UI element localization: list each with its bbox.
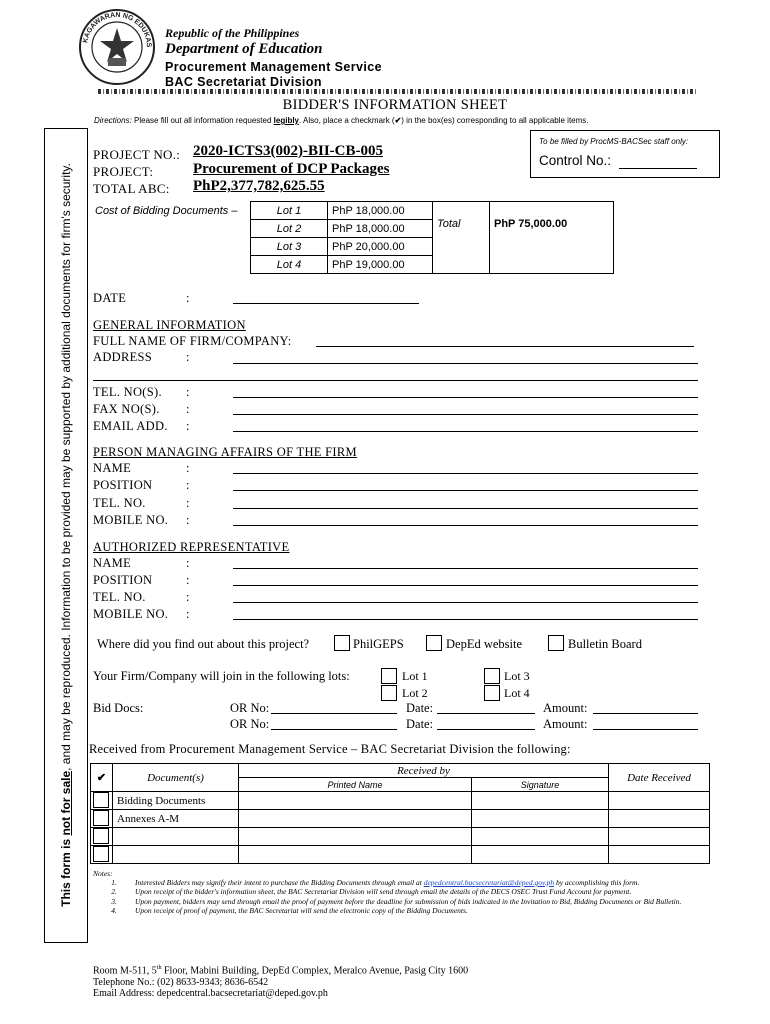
- philgeps-label: PhilGEPS: [353, 637, 404, 651]
- managing-mobile-label: MOBILE NO.: [93, 513, 169, 527]
- managing-mobile-field[interactable]: [233, 525, 698, 526]
- managing-position-label: POSITION: [93, 478, 153, 492]
- total-abc-value: PhP2,377,782,625.55: [193, 178, 325, 194]
- row-document: Annexes A-M: [113, 810, 239, 828]
- form-title: BIDDER'S INFORMATION SHEET: [282, 97, 508, 113]
- footer-telephone: Telephone No.: (02) 8633-9343; 8636-6542: [93, 977, 269, 988]
- join-lot4-checkbox[interactable]: [484, 685, 500, 701]
- managing-heading: PERSON MANAGING AFFAIRS OF THE FIRM: [93, 445, 357, 459]
- row-printed-name[interactable]: [239, 846, 472, 864]
- authorized-heading: AUTHORIZED REPRESENTATIVE: [93, 540, 290, 554]
- managing-tel-label: TEL. NO.: [93, 496, 146, 510]
- colon: :: [186, 350, 190, 364]
- cost-label: Cost of Bidding Documents –: [95, 205, 238, 217]
- cost-amount: PhP 18,000.00: [328, 220, 433, 238]
- control-no-label: Control No.:: [539, 153, 612, 168]
- decorative-border: [98, 89, 696, 94]
- colon: :: [186, 513, 190, 527]
- or-no-field[interactable]: [271, 713, 397, 714]
- row-check-cell[interactable]: [91, 792, 113, 810]
- received-table: [90, 763, 710, 864]
- project-no-label: PROJECT NO.:: [93, 147, 181, 162]
- table-row: [91, 846, 710, 864]
- bid-docs-label: Bid Docs:: [93, 701, 144, 715]
- email-field[interactable]: [233, 431, 698, 432]
- date-label: DATE: [93, 291, 127, 305]
- colon: :: [186, 496, 190, 510]
- managing-name-label: NAME: [93, 461, 132, 475]
- bid-date-label: Date:: [406, 701, 434, 715]
- colon: :: [186, 402, 190, 416]
- note-item: [93, 887, 698, 896]
- department-line: Department of Education: [165, 41, 323, 57]
- bid-date-field-2[interactable]: [437, 729, 535, 730]
- row-signature[interactable]: [472, 828, 609, 846]
- note-text: Upon payment, bidders may send through email the proof of payment before the deadline for submission of bids indicated in the Invitation to Bid, Bidding Documents or Bid Bulletin.: [135, 896, 682, 906]
- cost-amount: PhP 20,000.00: [328, 238, 433, 256]
- address-field[interactable]: [233, 363, 698, 364]
- cost-lot: Lot 1: [251, 202, 328, 220]
- row-document: [113, 828, 239, 846]
- row-checkbox[interactable]: [93, 792, 109, 808]
- directions: Directions: Please fill out all information requested legibly. Also, place a checkmark (✔) in the box(es) corresponding to all applicable items.: [94, 116, 589, 125]
- received-by-header: Received by: [239, 764, 609, 778]
- join-lot3-label: Lot 3: [504, 669, 530, 683]
- tel-nos-field[interactable]: [233, 397, 698, 398]
- bid-date-label-2: Date:: [406, 717, 434, 731]
- amount-field[interactable]: [593, 713, 698, 714]
- date-received-header: Date Received: [609, 764, 710, 792]
- source-question: Where did you find out about this project?: [97, 637, 310, 651]
- address-field-2[interactable]: [93, 380, 698, 381]
- document-header: Document(s): [113, 764, 239, 792]
- authorized-mobile-label: MOBILE NO.: [93, 607, 169, 621]
- authorized-name-field[interactable]: [233, 568, 698, 569]
- amount-field-2[interactable]: [593, 729, 698, 730]
- cost-total-label: Total: [433, 202, 490, 274]
- row-signature[interactable]: [472, 846, 609, 864]
- join-lot2-checkbox[interactable]: [381, 685, 397, 701]
- note-item: [93, 906, 698, 915]
- project-value: Procurement of DCP Packages: [193, 161, 390, 177]
- division-line: BAC Secretariat Division: [165, 75, 322, 89]
- managing-position-field[interactable]: [233, 490, 698, 491]
- email-link[interactable]: depedcentral.bacsecretariat@deped.gov.ph: [423, 878, 555, 887]
- amount-label-2: Amount:: [543, 717, 588, 731]
- row-check-cell[interactable]: [91, 846, 113, 864]
- project-no-value: 2020-ICTS3(002)-BII-CB-005: [193, 143, 384, 159]
- project-label: PROJECT:: [93, 164, 154, 179]
- join-lot4-label: Lot 4: [504, 686, 530, 700]
- or-no-field-2[interactable]: [271, 729, 397, 730]
- join-lot2-label: Lot 2: [402, 686, 428, 700]
- note-number: 4.: [111, 905, 117, 915]
- row-printed-name[interactable]: [239, 792, 472, 810]
- managing-tel-field[interactable]: [233, 508, 698, 509]
- cost-lot: Lot 2: [251, 220, 328, 238]
- join-question: Your Firm/Company will join in the following lots:: [93, 669, 350, 683]
- colon: :: [186, 590, 190, 604]
- general-heading: GENERAL INFORMATION: [93, 318, 246, 332]
- row-checkbox[interactable]: [93, 810, 109, 826]
- bulletin-board-checkbox[interactable]: [548, 635, 564, 651]
- note-item: [93, 897, 698, 906]
- table-row: [91, 828, 710, 846]
- or-no-label-2: OR No:: [230, 717, 270, 731]
- philgeps-checkbox[interactable]: [334, 635, 350, 651]
- authorized-tel-field[interactable]: [233, 602, 698, 603]
- authorized-tel-label: TEL. NO.: [93, 590, 146, 604]
- note-number: 2.: [111, 887, 117, 897]
- table-row: [91, 792, 710, 810]
- row-date-received[interactable]: [609, 792, 710, 810]
- managing-name-field[interactable]: [233, 473, 698, 474]
- colon: :: [186, 385, 190, 399]
- row-document: [113, 846, 239, 864]
- firm-name-label: FULL NAME OF FIRM/COMPANY:: [93, 334, 292, 348]
- row-date-received[interactable]: [609, 810, 710, 828]
- cost-table: [250, 201, 614, 274]
- signature-header: Signature: [472, 778, 609, 792]
- colon: :: [186, 607, 190, 621]
- deped-website-label: DepEd website: [446, 637, 523, 651]
- address-label: ADDRESS: [93, 350, 153, 364]
- tel-nos-label: TEL. NO(S).: [93, 385, 162, 399]
- note-number: 3.: [111, 896, 117, 906]
- email-label: EMAIL ADD.: [93, 419, 168, 433]
- deped-website-checkbox[interactable]: [426, 635, 442, 651]
- deped-seal: [78, 8, 156, 86]
- authorized-position-label: POSITION: [93, 573, 153, 587]
- staff-control-box: [530, 130, 720, 178]
- join-lot3-checkbox[interactable]: [484, 668, 500, 684]
- received-heading: Received from Procurement Management Service – BAC Secretariat Division the following:: [89, 742, 571, 756]
- table-row: [91, 810, 710, 828]
- row-document: Bidding Documents: [113, 792, 239, 810]
- sidebar-note: This form is not for sale, and may be reproduced. Information to be provided may be supported by additional documents for firm's security.: [59, 163, 73, 907]
- note-item: 1. Interested Bidders may signify their intent to purchase the Bidding Documents through email at depedcentral.bacsecretariat@deped.gov.ph by accomplishing this form.: [93, 878, 698, 887]
- cost-lot: Lot 3: [251, 238, 328, 256]
- bid-date-field[interactable]: [437, 713, 535, 714]
- notes-list: [93, 878, 698, 915]
- footer-address: Room M-511, 5th Floor, Mabini Building, DepEd Complex, Meralco Avenue, Pasig City 1600: [93, 965, 469, 977]
- row-printed-name[interactable]: [239, 828, 472, 846]
- service-line: Procurement Management Service: [165, 60, 382, 74]
- row-checkbox[interactable]: [93, 846, 109, 862]
- row-check-cell[interactable]: [91, 828, 113, 846]
- authorized-mobile-field[interactable]: [233, 619, 698, 620]
- row-check-cell[interactable]: [91, 810, 113, 828]
- republic-line: Republic of the Philippines: [165, 26, 300, 40]
- row-date-received[interactable]: [609, 828, 710, 846]
- printed-name-header: Printed Name: [239, 778, 472, 792]
- notes-label: Notes:: [93, 869, 113, 878]
- note-text: Upon receipt of the bidder's information sheet, the BAC Secretariat Division will send through email the details of the DECS OSEC Trust Fund Account for payment.: [135, 887, 632, 897]
- note-text: Upon receipt of proof of payment, the BAC Secretariat will send the electronic copy of the Bidding Documents.: [135, 905, 468, 915]
- fax-nos-field[interactable]: [233, 414, 698, 415]
- row-signature[interactable]: [472, 792, 609, 810]
- svg-text:KAGAWARAN NG EDUKASYON: KAGAWARAN NG EDUKAS: [82, 11, 153, 48]
- cost-amount: PhP 19,000.00: [328, 256, 433, 274]
- fax-nos-label: FAX NO(S).: [93, 402, 160, 416]
- colon: :: [186, 419, 190, 433]
- row-printed-name[interactable]: [239, 810, 472, 828]
- staff-note: To be filled by ProcMS-BACSec staff only:: [539, 137, 689, 146]
- colon: :: [186, 478, 190, 492]
- colon: :: [186, 573, 190, 587]
- authorized-name-label: NAME: [93, 556, 132, 570]
- colon: :: [186, 556, 190, 570]
- colon: :: [186, 291, 190, 305]
- row-signature[interactable]: [472, 810, 609, 828]
- firm-name-field[interactable]: [316, 346, 694, 347]
- check-header: ✔: [91, 764, 113, 792]
- colon: :: [186, 461, 190, 475]
- or-no-label: OR No:: [230, 701, 270, 715]
- note-number: 1.: [111, 878, 117, 887]
- footer-email: Email Address: depedcentral.bacsecretariat@deped.gov.ph: [93, 988, 328, 999]
- cost-amount: PhP 18,000.00: [328, 202, 433, 220]
- date-field[interactable]: [233, 303, 419, 304]
- cost-total-value: PhP 75,000.00: [490, 202, 614, 274]
- authorized-position-field[interactable]: [233, 585, 698, 586]
- bulletin-board-label: Bulletin Board: [568, 637, 642, 651]
- control-no-field[interactable]: [619, 168, 697, 169]
- row-date-received[interactable]: [609, 846, 710, 864]
- join-lot1-label: Lot 1: [402, 669, 428, 683]
- amount-label: Amount:: [543, 701, 588, 715]
- row-checkbox[interactable]: [93, 828, 109, 844]
- join-lot1-checkbox[interactable]: [381, 668, 397, 684]
- cost-lot: Lot 4: [251, 256, 328, 274]
- total-abc-label: TOTAL ABC:: [93, 181, 170, 196]
